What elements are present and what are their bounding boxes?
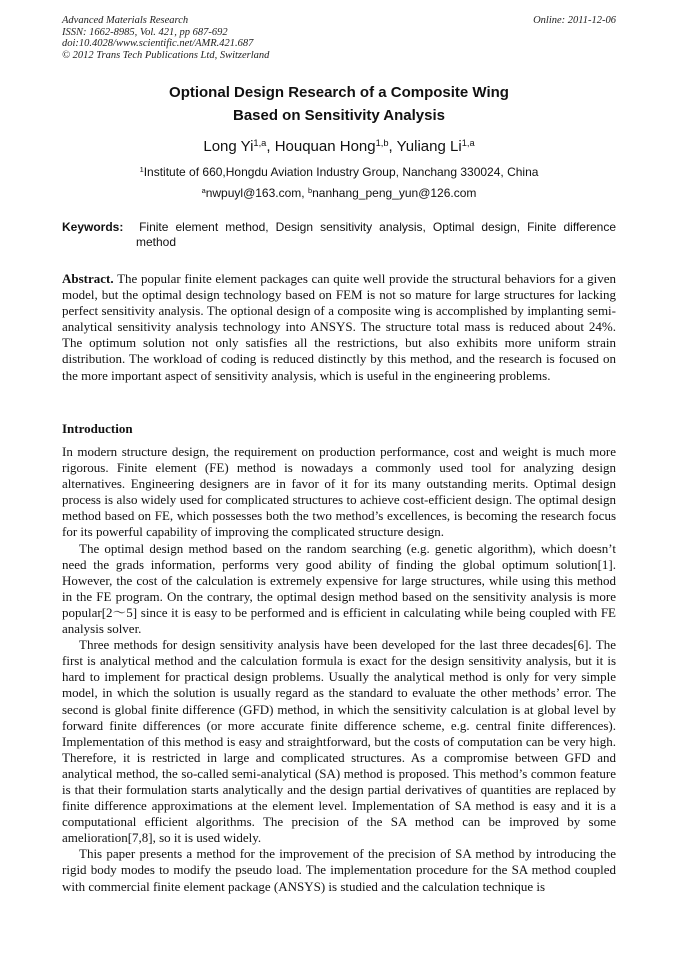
author-list [62,137,616,157]
author-emails [62,185,616,201]
affiliation-text: Institute of 660,Hongdu Aviation Industry Group, Nanchang 330024, China [143,165,539,179]
title-line-2: Based on Sensitivity Analysis [232,107,446,124]
author-affil-mark: 1,a [461,137,475,148]
keywords-section [62,220,616,250]
keywords-label: Keywords: [62,220,124,234]
author-affil-mark: 1,a [253,137,267,148]
journal-name: Advanced Materials Research [62,15,189,26]
paragraph: Three methods for design sensitivity analysis have been developed for the last three decades[6]. The first is analytical method and the calculation formula is exact for the design sensitivity analysis, but it is hard to implement for practical design problems. Usually the analytical method is only for very simple model, in which the solution is usually regard as the standard to evaluate the other methods’ error. The second is global finite difference (GFD) method, in which the sensitivity calculation is at global level by forward finite differences (or more accurate finite difference scheme, e.g. central finite differences). Implementation of this method is easy and straightforward, but the costs of computation can be very high. Therefore, it is restricted in large and complicated structures. As a compromise between GFD and analytical method, the so-called semi-analytical (SA) method is proposed. This method’s common feature is that their formulation starts analytically and the design partial derivatives of quantities are replaced by finite difference approximations at the element level. Implementation of SA method is easy and it is a computational efficient algorithms. The precision of the SA method can be improved by some amelioration[7,8], so it is used widely. [62,637,616,846]
email-mark: a [201,185,206,195]
paragraph: In modern structure design, the requirement on production performance, cost and weight is much more rigorous. Finite element (FE) method is nowadays a commonly used tool for analyzing design alternatives. Engineering designers are in favor of it for its many outstanding merits. Optimal design process is also widely used for complicated structures to achieve cost-efficient design. The optimal design method based on FE, which possesses both the two method’s excellences, is becoming the research focus for its powerful capability of improving the complicated structure design. [62,444,616,540]
online-date: Online: 2011-12-06 [533,15,616,26]
issn-line: ISSN: 1662-8985, Vol. 421, pp 687-692 [62,26,228,38]
email-link[interactable]: nwpuyl@163.com, [205,186,308,200]
abstract-section [62,271,616,384]
email-link[interactable]: nanhang_peng_yun@126.com [312,186,477,200]
affiliation-mark: 1 [139,164,144,174]
author-separator: , [388,138,397,155]
keywords-text: Finite element method, Design sensitivity analysis, Optimal design, Finite difference method [136,220,616,249]
copyright-line: © 2012 Trans Tech Publications Ltd, Switzerland [62,49,270,61]
section-heading: Introduction [62,421,133,436]
abstract-text: The popular finite element packages can quite well provide the structural behaviors for a given model, but the optimal design technology based on FEM is not so mature for large structures for lacking perfect sensitivity analysis. The optional design of a composite wing is accomplished by implanting semi-analytical sensitivity analysis technology into ANSYS. The structure total mass is reduced about 24%. The optimum solution not only satisfies all the restrictions, but also exhibits more uniform strain distribution. The workload of coding is reduced distinctly by this method, and the research is focused on the more important aspect of sensitivity analysis, which is useful in the engineering problems. [62,271,617,383]
introduction-section [62,444,616,895]
author-affil-mark: 1,b [375,137,389,148]
title-line-1: Optional Design Research of a Composite Wing [169,84,509,101]
journal-header [62,15,616,61]
email-mark: b [307,185,313,195]
author-name: Houquan Hong [274,138,376,155]
paper-title [62,81,616,127]
author-separator: , [266,138,275,155]
affiliation [62,164,616,180]
author-name: Long Yi [203,138,254,155]
paragraph: This paper presents a method for the improvement of the precision of SA method by introducing the rigid body modes to modify the pseudo load. The implementation procedure for the SA method coupled with commercial finite element package (ANSYS) is studied and the calculation technique is [62,846,616,894]
author-name: Yuliang Li [396,138,462,155]
abstract-label: Abstract. [62,271,114,286]
doi-line: doi:10.4028/www.scientific.net/AMR.421.687 [62,38,254,50]
paragraph: The optimal design method based on the random searching (e.g. genetic algorithm), which doesn’t need the grads information, performs very good ability of finding the global optimum solution[1]. However, the cost of the calculation is extremely expensive for large structures, while using this method in the FE program. On the contrary, the optimal design method based on the sensitivity analysis is more popular[2～5] since it is easy to be performed and is efficient in calculating while being coupled with FE analysis solver. [62,540,616,637]
